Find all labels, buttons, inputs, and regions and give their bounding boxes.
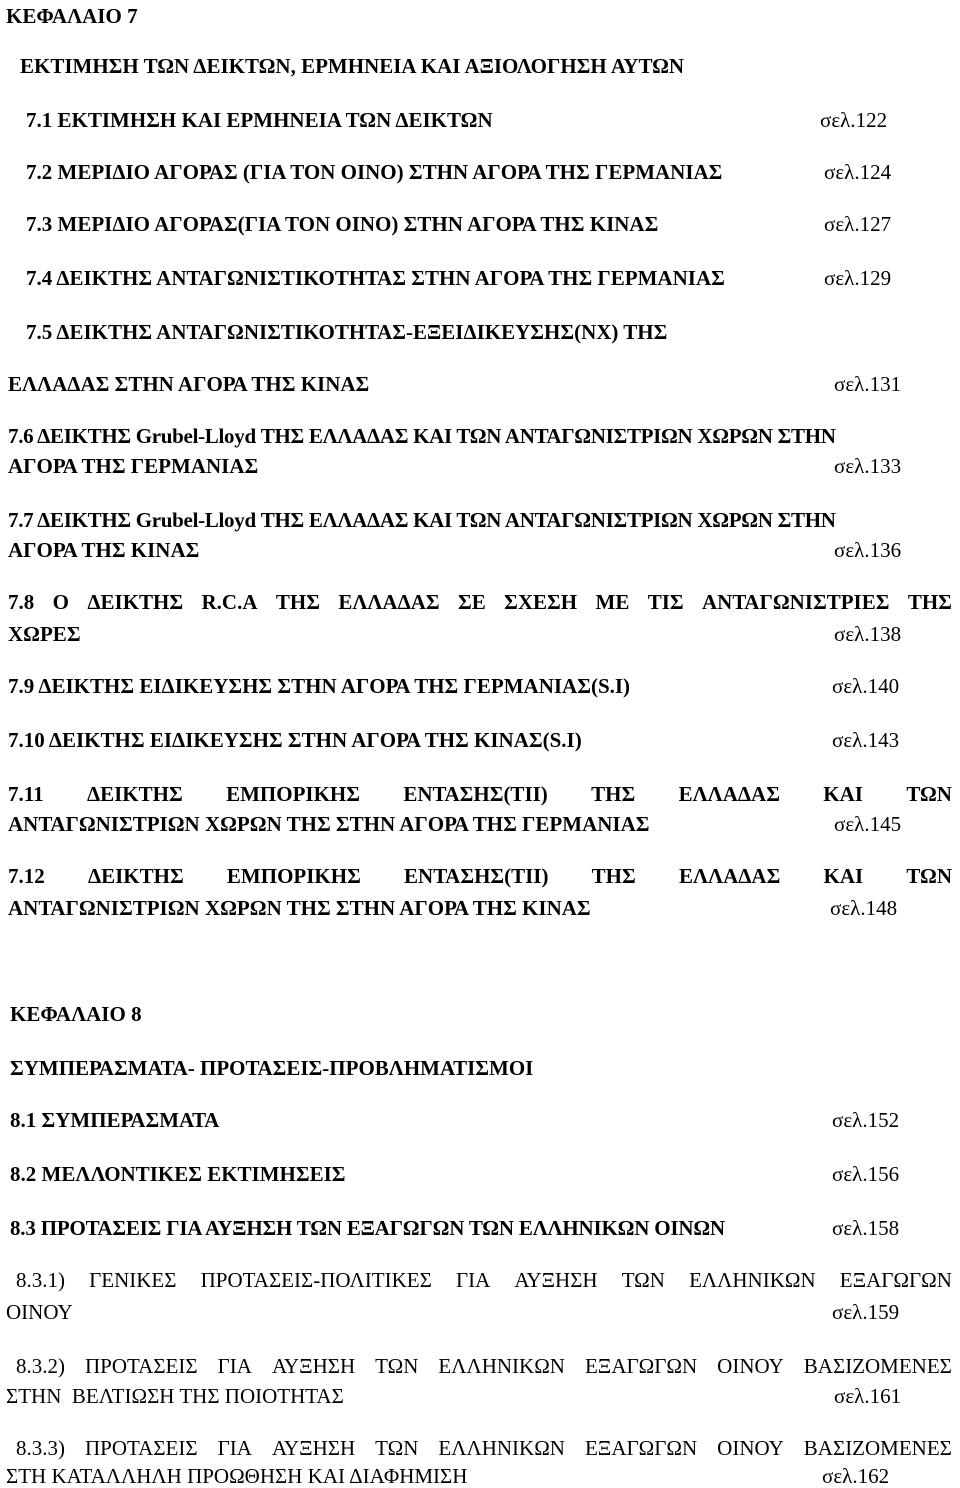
toc-page-7-4: σελ.129 [824, 266, 892, 290]
word: ΕΞΑΓΩΓΩΝ [584, 1436, 698, 1460]
toc-entry-8-1: 8.1 ΣΥΜΠΕΡΑΣΜΑΤΑ [10, 1108, 220, 1132]
word: ΓΙΑ [455, 1268, 491, 1292]
word: ΓΙΑ [217, 1436, 252, 1460]
word: ΚΑΙ [823, 864, 864, 888]
toc-entry-8-2: 8.2 ΜΕΛΛΟΝΤΙΚΕΣ ΕΚΤΙΜΗΣΕΙΣ [10, 1162, 346, 1186]
toc-page-8-3-3: σελ.162 [822, 1464, 890, 1488]
toc-page-8-3-1: σελ.159 [832, 1300, 900, 1324]
word: ΕΛΛΑΔΑΣ [338, 590, 440, 614]
toc-page-8-2: σελ.156 [832, 1162, 900, 1186]
toc-entry-7-11-line2: ΑΝΤΑΓΩΝΙΣΤΡΙΩΝ ΧΩΡΩΝ ΤΗΣ ΣΤΗΝ ΑΓΟΡΑ ΤΗΣ ΓΕΡΜΑΝΙΑΣ [8, 812, 650, 836]
word: 7.8 [8, 590, 35, 614]
toc-entry-7-2: 7.2 ΜΕΡΙΔΙΟ ΑΓΟΡΑΣ (ΓΙΑ ΤΟΝ ΟΙΝΟ) ΣΤΗΝ ΑΓΟΡΑ ΤΗΣ ΓΕΡΜΑΝΙΑΣ [26, 160, 723, 184]
toc-entry-7-5-line1: 7.5 ΔΕΙΚΤΗΣ ΑΝΤΑΓΩΝΙΣΤΙΚΟΤΗΤΑΣ-ΕΞΕΙΔΙΚΕΥΣΗΣ(ΝΧ) ΤΗΣ [26, 320, 668, 344]
toc-page-8-3-2: σελ.161 [834, 1384, 902, 1408]
toc-entry-8-3-3-line2: ΣΤΗ ΚΑΤΑΛΛΗΛΗ ΠΡΟΩΘΗΣΗ ΚΑΙ ΔΙΑΦΗΜΙΣΗ [6, 1464, 468, 1488]
word: ΣΕ [458, 590, 486, 614]
toc-entry-7-6-line2: ΑΓΟΡΑ ΤΗΣ ΓΕΡΜΑΝΙΑΣ [8, 454, 259, 478]
toc-page-7-9: σελ.140 [832, 674, 900, 698]
word: ΑΥΞΗΣΗ [514, 1268, 598, 1292]
toc-entry-7-1: 7.1 ΕΚΤΙΜΗΣΗ ΚΑΙ ΕΡΜΗΝΕΙΑ ΤΩΝ ΔΕΙΚΤΩΝ [26, 108, 493, 132]
word: ΑΥΞΗΣΗ [271, 1436, 356, 1460]
word: 7.11 [8, 782, 44, 806]
chapter-8-heading: ΚΕΦΑΛΑΙΟ 8 [10, 1002, 142, 1026]
word: ΠΡΟΤΑΣΕΙΣ [85, 1354, 198, 1378]
word: ΕΛΛΑΔΑΣ [678, 864, 781, 888]
toc-page-7-11: σελ.145 [834, 812, 902, 836]
word: R.C.A [201, 590, 258, 614]
word: ΤΗΣ [907, 590, 952, 614]
toc-entry-7-8-line2: ΧΩΡΕΣ [8, 622, 81, 646]
toc-entry-7-11-line1 [8, 784, 952, 805]
toc-entry-8-3: 8.3 ΠΡΟΤΑΣΕΙΣ ΓΙΑ ΑΥΞΗΣΗ ΤΩΝ ΕΞΑΓΩΓΩΝ ΤΩΝ ΕΛΛΗΝΙΚΩΝ ΟΙΝΩΝ [10, 1216, 725, 1240]
toc-entry-8-3-1-line2: ΟΙΝΟΥ [6, 1300, 73, 1324]
word: 8.3.1) [16, 1268, 65, 1292]
word: ΕΞΑΓΩΓΩΝ [839, 1268, 952, 1292]
word: ΤΩΝ [906, 864, 952, 888]
toc-page-7-8: σελ.138 [834, 622, 902, 646]
toc-entry-7-5-line2: ΕΛΛΑΔΑΣ ΣΤΗΝ ΑΓΟΡΑ ΤΗΣ ΚΙΝΑΣ [8, 372, 370, 396]
word: Ο [52, 590, 69, 614]
toc-entry-7-7-line1: 7.7 ΔΕΙΚΤΗΣ Grubel-Lloyd ΤΗΣ ΕΛΛΑΔΑΣ ΚΑΙ ΤΩΝ ΑΝΤΑΓΩΝΙΣΤΡΙΩΝ ΧΩΡΩΝ ΣΤΗΝ [8, 508, 836, 532]
toc-entry-8-3-2-line1 [16, 1356, 952, 1377]
word: ΕΜΠΟΡΙΚΗΣ [226, 782, 360, 806]
toc-entry-8-3-2-line2: ΣΤΗΝ ΒΕΛΤΙΩΣΗ ΤΗΣ ΠΟΙΟΤΗΤΑΣ [6, 1384, 344, 1408]
toc-entry-7-8-line1 [8, 592, 952, 613]
toc-entry-7-10: 7.10 ΔΕΙΚΤΗΣ ΕΙΔΙΚΕΥΣΗΣ ΣΤΗΝ ΑΓΟΡΑ ΤΗΣ ΚΙΝΑΣ(S.I) [8, 728, 582, 752]
word: ΚΑΙ [823, 782, 863, 806]
word: ΠΡΟΤΑΣΕΙΣ-ΠΟΛΙΤΙΚΕΣ [200, 1268, 432, 1292]
word: ΕΝΤΑΣΗΣ(ΤΙΙ) [403, 782, 548, 806]
word: ΕΝΤΑΣΗΣ(ΤΙΙ) [404, 864, 549, 888]
word: ΕΛΛΗΝΙΚΩΝ [689, 1268, 816, 1292]
word: ΤΩΝ [906, 782, 952, 806]
word: ΜΕ [595, 590, 630, 614]
toc-page-7-6: σελ.133 [834, 454, 902, 478]
toc-page-7-10: σελ.143 [832, 728, 900, 752]
word: ΤΗΣ [275, 590, 320, 614]
word: 8.3.2) [16, 1354, 65, 1378]
chapter-7-title: ΕΚΤΙΜΗΣΗ ΤΩΝ ΔΕΙΚΤΩΝ, ΕΡΜΗΝΕΙΑ ΚΑΙ ΑΞΙΟΛΟΓΗΣΗ ΑΥΤΩΝ [20, 54, 685, 78]
word: ΔΕΙΚΤΗΣ [87, 864, 184, 888]
word: ΕΞΑΓΩΓΩΝ [584, 1354, 698, 1378]
word: ΒΑΣΙΖΟΜΕΝΕΣ [803, 1436, 952, 1460]
toc-entry-7-6-line1: 7.6 ΔΕΙΚΤΗΣ Grubel-Lloyd ΤΗΣ ΕΛΛΑΔΑΣ ΚΑΙ ΤΩΝ ΑΝΤΑΓΩΝΙΣΤΡΙΩΝ ΧΩΡΩΝ ΣΤΗΝ [8, 424, 836, 448]
toc-page-7-12: σελ.148 [830, 896, 898, 920]
word: ΤΙΣ [647, 590, 684, 614]
word: ΔΕΙΚΤΗΣ [86, 782, 183, 806]
toc-page-8-1: σελ.152 [832, 1108, 900, 1132]
word: ΓΕΝΙΚΕΣ [89, 1268, 177, 1292]
toc-entry-8-3-1-line1 [16, 1270, 952, 1291]
word: ΕΛΛΑΔΑΣ [678, 782, 780, 806]
toc-page-7-3: σελ.127 [824, 212, 892, 236]
word: ΕΜΠΟΡΙΚΗΣ [226, 864, 361, 888]
word: 7.12 [8, 864, 45, 888]
word: ΕΛΛΗΝΙΚΩΝ [438, 1436, 565, 1460]
toc-entry-7-9: 7.9 ΔΕΙΚΤΗΣ ΕΙΔΙΚΕΥΣΗΣ ΣΤΗΝ ΑΓΟΡΑ ΤΗΣ ΓΕΡΜΑΝΙΑΣ(S.I) [8, 674, 631, 698]
toc-page-7-5: σελ.131 [834, 372, 902, 396]
word: ΕΛΛΗΝΙΚΩΝ [438, 1354, 565, 1378]
word: ΤΗΣ [591, 864, 636, 888]
word: ΤΩΝ [621, 1268, 665, 1292]
word: ΓΙΑ [217, 1354, 252, 1378]
chapter-8-title: ΣΥΜΠΕΡΑΣΜΑΤΑ- ΠΡΟΤΑΣΕΙΣ-ΠΡΟΒΛΗΜΑΤΙΣΜΟΙ [10, 1056, 534, 1080]
word: ΑΥΞΗΣΗ [271, 1354, 356, 1378]
chapter-7-heading: ΚΕΦΑΛΑΙΟ 7 [6, 4, 138, 28]
word: ΒΑΣΙΖΟΜΕΝΕΣ [803, 1354, 952, 1378]
toc-page-7-2: σελ.124 [824, 160, 892, 184]
word: ΟΙΝΟΥ [717, 1354, 784, 1378]
toc-page-7-7: σελ.136 [834, 538, 902, 562]
toc-entry-8-3-3-line1 [16, 1438, 952, 1459]
word: ΔΕΙΚΤΗΣ [87, 590, 184, 614]
toc-page-7-1: σελ.122 [820, 108, 888, 132]
word: ΤΩΝ [375, 1354, 419, 1378]
word: ΤΗΣ [591, 782, 636, 806]
word: ΣΧΕΣΗ [504, 590, 578, 614]
word: ΑΝΤΑΓΩΝΙΣΤΡΙΕΣ [702, 590, 890, 614]
toc-entry-7-12-line2: ΑΝΤΑΓΩΝΙΣΤΡΙΩΝ ΧΩΡΩΝ ΤΗΣ ΣΤΗΝ ΑΓΟΡΑ ΤΗΣ ΚΙΝΑΣ [8, 896, 591, 920]
toc-page-8-3: σελ.158 [832, 1216, 900, 1240]
toc-entry-7-3: 7.3 ΜΕΡΙΔΙΟ ΑΓΟΡΑΣ(ΓΙΑ ΤΟΝ ΟΙΝΟ) ΣΤΗΝ ΑΓΟΡΑ ΤΗΣ ΚΙΝΑΣ [26, 212, 659, 236]
toc-entry-7-12-line1 [8, 866, 952, 887]
word: ΠΡΟΤΑΣΕΙΣ [85, 1436, 198, 1460]
toc-entry-7-7-line2: ΑΓΟΡΑ ΤΗΣ ΚΙΝΑΣ [8, 538, 200, 562]
word: 8.3.3) [16, 1436, 65, 1460]
word: ΟΙΝΟΥ [717, 1436, 784, 1460]
word: ΤΩΝ [375, 1436, 419, 1460]
toc-entry-7-4: 7.4 ΔΕΙΚΤΗΣ ΑΝΤΑΓΩΝΙΣΤΙΚΟΤΗΤΑΣ ΣΤΗΝ ΑΓΟΡΑ ΤΗΣ ΓΕΡΜΑΝΙΑΣ [26, 266, 725, 290]
